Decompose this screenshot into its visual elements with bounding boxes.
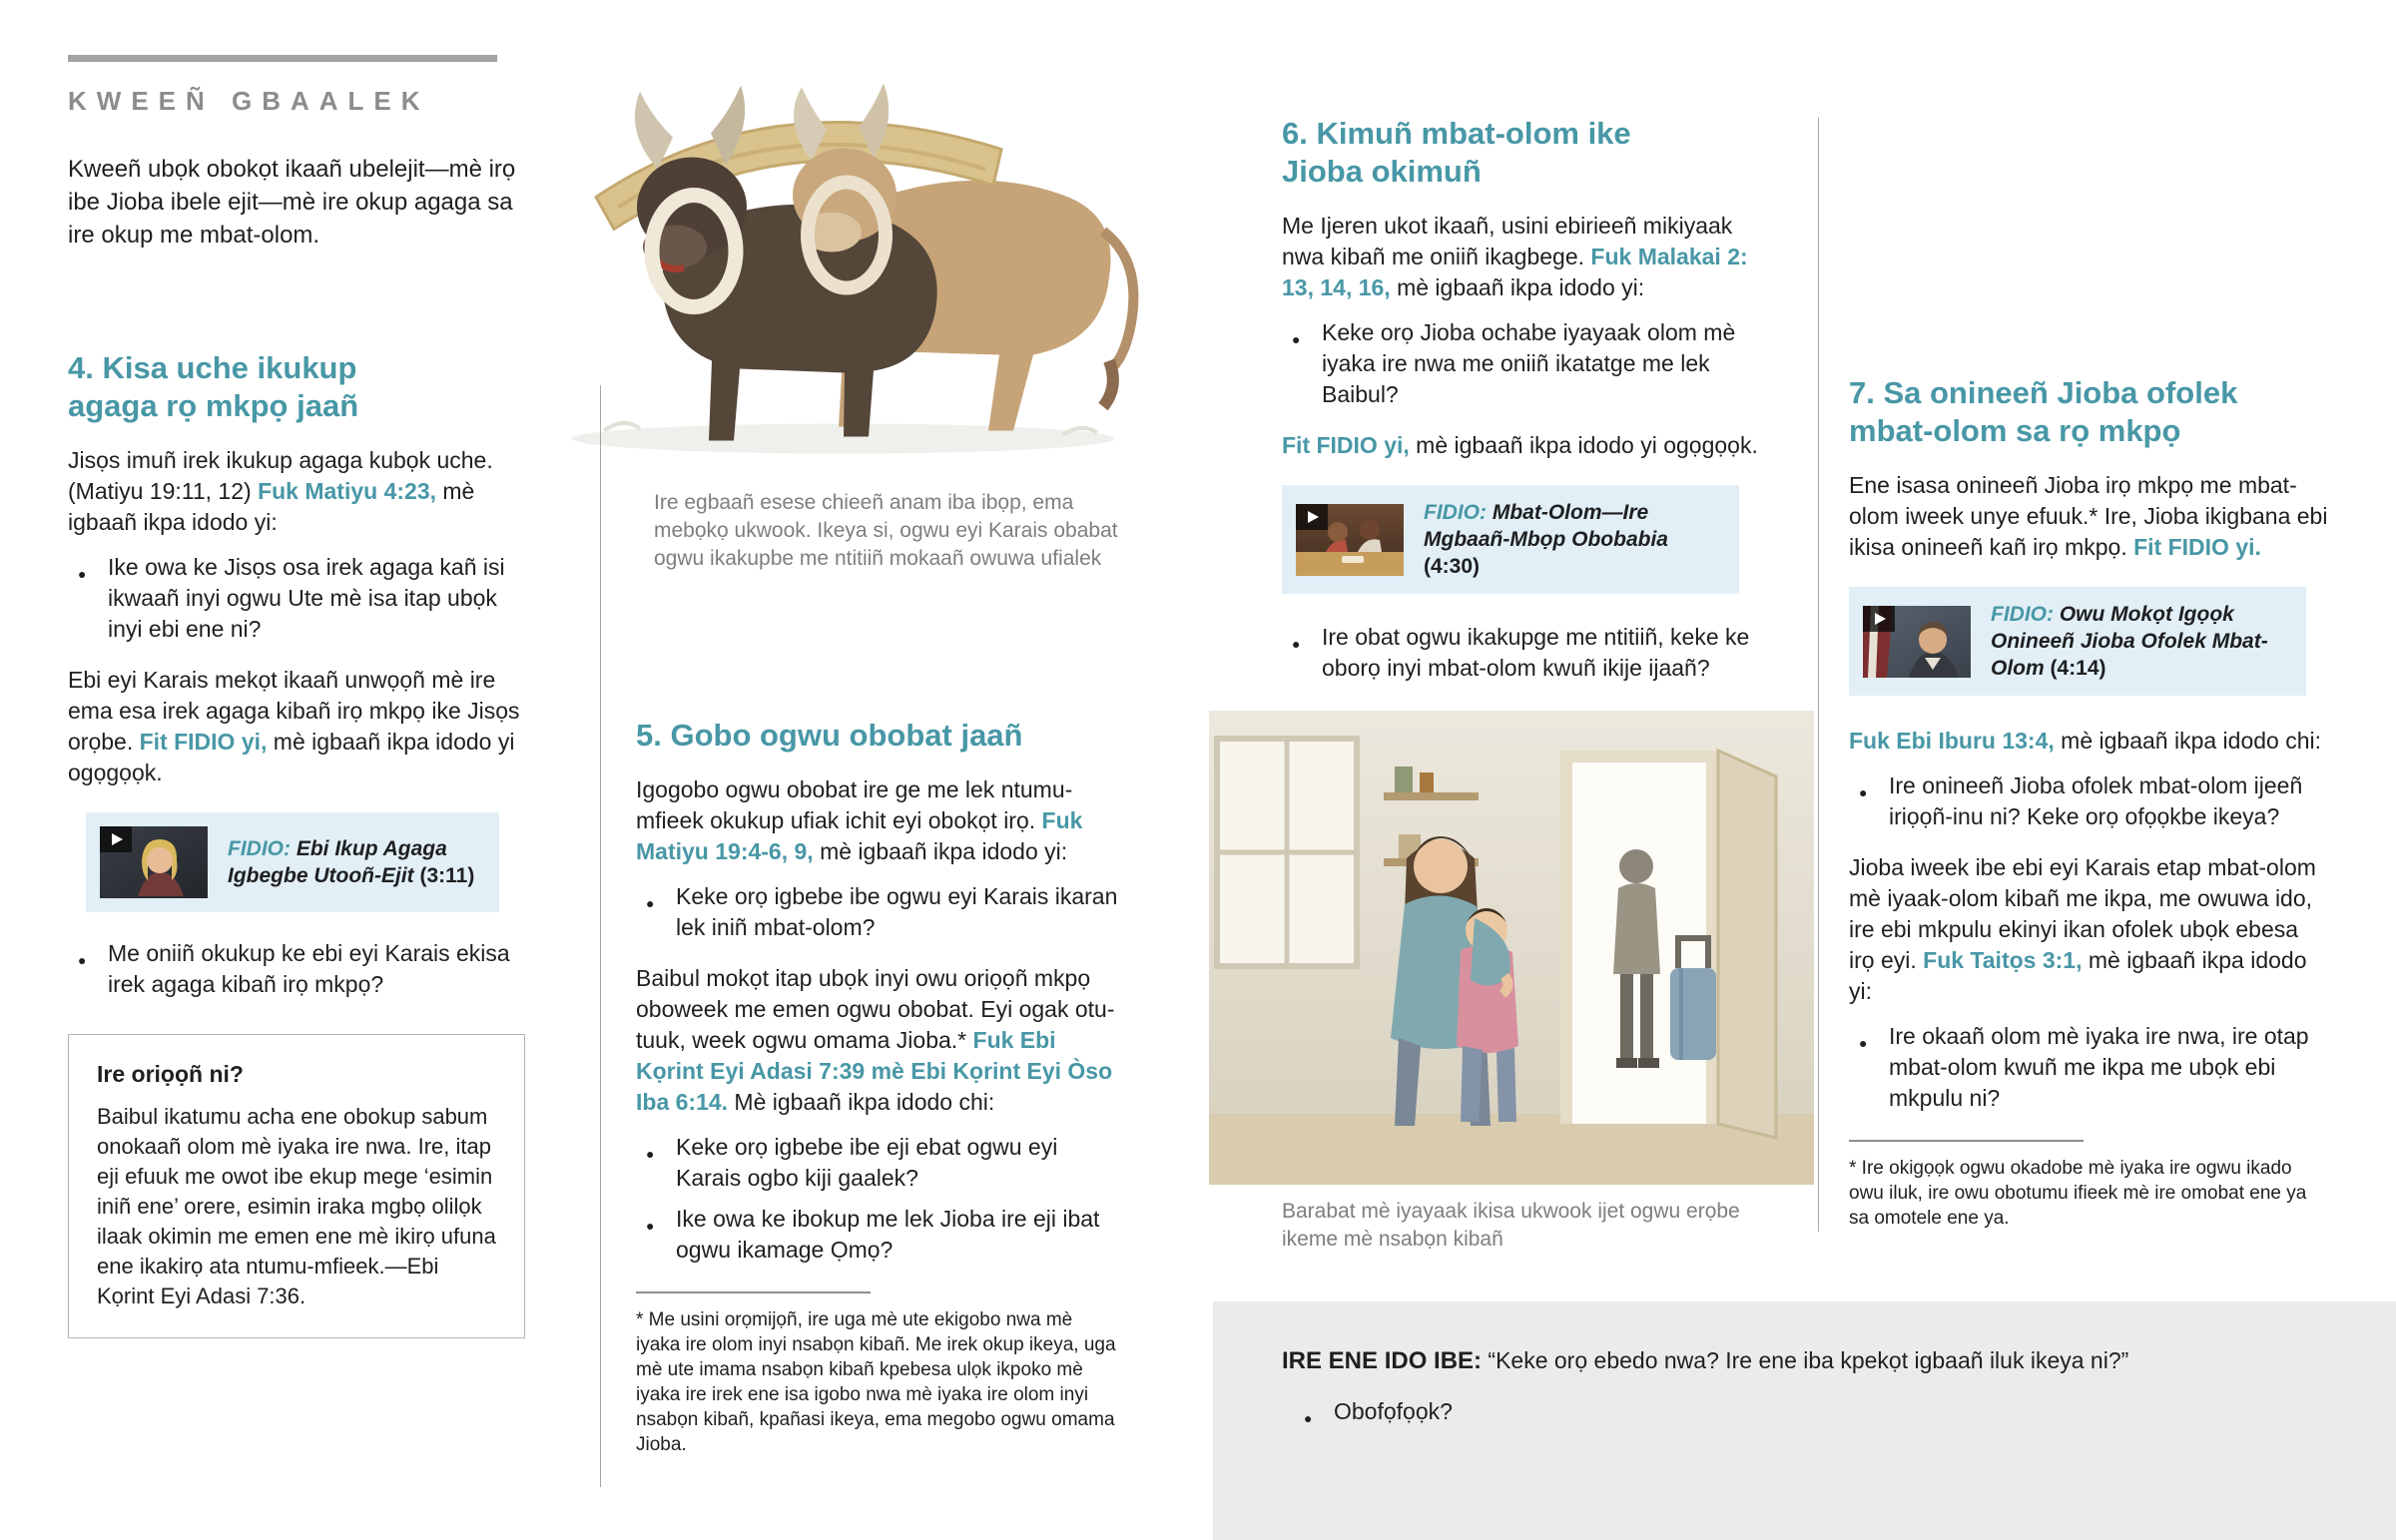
footnote-divider: [1849, 1140, 2084, 1142]
paragraph-text: Igogobo ogwu obobat ire ge me lek ntumu-mfieek okukup ufiak ichit eyi obokọt irọ.: [636, 776, 1073, 833]
play-triangle: [1308, 511, 1319, 523]
section-5-paragraph-1: [636, 774, 1121, 867]
bullet-item: [1282, 622, 1759, 684]
section-6-bullet-list: [1282, 317, 1759, 410]
section-6-bullet-list-2: [1282, 622, 1759, 684]
bullet-text: Ike owa ke Jisọs osa irek agaga kañ isi ikwaañ inyi ogwu Ute mè isa itap ubọk inyi ebi ene ni?: [108, 554, 505, 642]
video-name: Owu Mokọt Igọọk Onineeñ Jioba Ofolek Mbat-Olom: [1991, 603, 2268, 680]
section-5-paragraph-2: [636, 963, 1121, 1118]
paragraph-text: mè igbaañ ikpa idodo chi:: [2054, 728, 2321, 754]
section-7-paragraph-1: [1849, 470, 2328, 563]
video-thumbnail[interactable]: [1863, 606, 1971, 678]
scripture-link-taitos-3-1[interactable]: Fuk Taitọs 3:1,: [1923, 947, 2083, 973]
video-label: FIDIO:: [1424, 501, 1487, 524]
bullet-item: [1849, 770, 2328, 832]
review-panel: [1213, 1301, 2396, 1540]
section-5-bullet-list-2: [636, 1132, 1121, 1266]
video-duration: (4:30): [1424, 555, 1481, 578]
section-7-bullet-list-2: [1849, 1021, 2328, 1114]
video-name: Ebi Ikup Agaga Igbegbe Utooñ-Ejit: [228, 837, 447, 887]
video-box-onineen-jioba[interactable]: [1849, 587, 2306, 696]
video-thumbnail[interactable]: [1296, 504, 1404, 576]
section-6-paragraph-2: [1282, 430, 1759, 461]
section-7-footnote: * Ire okigọọk ogwu okadobe mè iyaka ire ogwu ikado owu iluk, ire owu obotumu ifieek mè ire omobat ene ya sa omotele ene ya.: [1849, 1158, 2307, 1229]
oxen-illustration: [544, 10, 1178, 464]
video-duration: (3:11): [419, 864, 475, 887]
paragraph-text: mè igbaañ ikpa idodo yi ogọgọọk.: [1409, 432, 1758, 458]
section-4-paragraph-2: [68, 665, 525, 788]
play-icon[interactable]: [1296, 504, 1328, 530]
bullet-text: Keke orọ igbebe ibe ogwu eyi Karais ikaran lek iniñ mbat-olom?: [676, 883, 1118, 940]
paragraph-text: mè igbaañ ikpa idodo yi:: [1390, 274, 1645, 300]
section-5-heading: 5. Gobo ogwu obobat jaañ: [636, 718, 1023, 753]
paragraph-text: mè igbaañ ikpa idodo yi:: [1849, 947, 2307, 1004]
video-title: [1424, 499, 1725, 580]
paragraph-text: Ene isasa onineeñ Jioba irọ mkpọ me mbat-olom iweek unye efuuk.* Ire, Jioba ikigbana ebi ikisa onineeñ kañ irọ mkpọ.: [1849, 472, 2328, 560]
video-title: [228, 835, 485, 889]
video-name: Mbat-Olom—Ire Mgbaañ-Mbọp Obobabia: [1424, 501, 1668, 551]
paragraph-text: mè igbaañ ikpa idodo yi:: [68, 478, 475, 535]
review-label: IRE ENE IDO IBE:: [1282, 1347, 1483, 1374]
paragraph-text: Me Ijeren ukot ikaañ, usini ebirieeñ mikiyaak nwa kibañ me oniiñ ikagbege.: [1282, 213, 1733, 269]
footnote-divider: [636, 1291, 871, 1293]
column-divider: [1818, 118, 1819, 1232]
section-5-footnote: * Me usini orọmijọñ, ire uga mè ute ekigobo nwa mè iyaka ire olom inyi nsabọn kibañ. Me irek okup ikeya, uga mè ute imama nsabọn kibañ kpebesa ulọk ikpoko mè iyaka ire irek ene isa igobo nwa mè iyaka ire olom inyi nsabọn kibañ, kpañasi ikeya, ema megobo ogwu omama Jioba.: [636, 1309, 1116, 1455]
play-triangle: [112, 833, 123, 845]
section-6-paragraph-1: [1282, 211, 1759, 303]
bullet-text: Ire obat ogwu ikakupge me ntitiiñ, keke ke oborọ inyi mbat-olom kwuñ ikije ijaañ?: [1322, 624, 1750, 681]
family-separation-illustration: [1209, 711, 1814, 1185]
paragraph-text: Mè igbaañ ikpa idodo chi:: [728, 1089, 995, 1115]
scripture-link-matiyu-19[interactable]: Fuk Matiyu 19:4-6, 9,: [636, 807, 1083, 864]
section-4-paragraph-1: [68, 445, 525, 538]
bullet-text: Obofọfọọk?: [1334, 1398, 1453, 1424]
scripture-link-matiyu-4-23[interactable]: Fuk Matiyu 4:23,: [258, 478, 436, 504]
scripture-link-iburu-13-4[interactable]: Fuk Ebi Iburu 13:4,: [1849, 728, 2055, 754]
review-line: [1282, 1345, 2336, 1376]
section-7-heading: 7. Sa onineeñ Jioba ofolek mbat-olom sa rọ mkpọ: [1849, 375, 2238, 448]
section-6-heading: 6. Kimuñ mbat-olom ike Jioba okimuñ: [1282, 116, 1631, 189]
section-4-bullet-list-2: [68, 938, 525, 1000]
paragraph-text: Jisọs imuñ irek ikukup agaga kubọk uche. (Matiyu 19:11, 12): [68, 447, 493, 504]
play-icon[interactable]: [100, 826, 132, 852]
paragraph-text: Baibul mokọt itap ubọk inyi owu oriọọñ mkpọ oboweek me emen ogwu obobat. Eyi ogak otu-tuuk, week ogwu omama Jioba.*: [636, 965, 1115, 1053]
section-7-paragraph-3: [1849, 852, 2328, 1007]
paragraph-text: Jioba iweek ibe ebi eyi Karais etap mbat-olom mè iyaak-olom kibañ me ikpa, me owuwa ido, ire ebi mkpulu ekinyi ikan ofolek ubọk ebesa irọ eyi.: [1849, 854, 2316, 973]
play-video-link[interactable]: Fit FIDIO yi.: [2133, 534, 2261, 560]
bullet-item: [636, 1204, 1121, 1266]
sidebox-ire-orioon-ni: [68, 1034, 525, 1338]
bullet-text: Keke orọ igbebe ibe eji ebat ogwu eyi Karais ogbo kiji gaalek?: [676, 1134, 1058, 1191]
section-4-bullet-list: [68, 552, 525, 645]
play-triangle: [1875, 613, 1886, 625]
review-bullet-item: [1294, 1396, 2336, 1427]
section-5-bullet-list: [636, 881, 1121, 943]
column-3: [1282, 115, 1759, 694]
bullet-item: [68, 938, 525, 1000]
scripture-link-malakai-2[interactable]: Fuk Malakai 2: 13, 14, 16,: [1282, 244, 1748, 300]
column-4: [1849, 374, 2328, 1231]
review-question: “Keke orọ ebedo nwa? Ire ene iba kpekọt igbaañ iluk ikeya ni?”: [1488, 1347, 2129, 1373]
video-box-mbat-olom[interactable]: [1282, 485, 1739, 594]
video-box-agaga[interactable]: [86, 812, 499, 912]
scripture-link-korint[interactable]: Fuk Ebi Kọrint Eyi Adasi 7:39 mè Ebi Kọrint Eyi Òso Iba 6:14.: [636, 1027, 1113, 1115]
video-title: [1991, 601, 2292, 682]
section-4-heading: 4. Kisa uche ikukup agaga rọ mkpọ jaañ: [68, 350, 359, 423]
bullet-text: Ire onineeñ Jioba ofolek mbat-olom ijeeñ iriọọñ-inu ni? Keke orọ ofọọkbe ikeya?: [1889, 772, 2303, 829]
column-divider: [600, 385, 601, 1487]
bullet-item: [68, 552, 525, 645]
bullet-text: Ire okaañ olom mè iyaka ire nwa, ire otap mbat-olom kwuñ me ikpa me ubọk ebi mkpulu ni?: [1889, 1023, 2309, 1111]
bullet-text: Keke orọ Jioba ochabe iyayaak olom mè iyaka ire nwa me oniiñ ikatatge me lek Baibul?: [1322, 319, 1736, 407]
paragraph-text: mè igbaañ ikpa idodo yi ogọgọọk.: [68, 729, 515, 785]
bullet-text: Me oniiñ okukup ke ebi eyi Karais ekisa irek agaga kibañ irọ mkpọ?: [108, 940, 510, 997]
column-2: [636, 489, 1121, 1457]
kicker-bar: [68, 55, 497, 62]
family-caption: Barabat mè iyayaak ikisa ukwook ijet ogwu erọbe ikeme mè nsabọn kibañ: [1282, 1200, 1740, 1251]
bullet-text: Ike owa ke ibokup me lek Jioba ire eji ibat ogwu ikamage Ọmọ?: [676, 1206, 1100, 1263]
video-thumbnail[interactable]: [100, 826, 208, 898]
paragraph-text: Ebi eyi Karais mekọt ikaañ unwọọñ mè ire ema esa irek agaga kibañ irọ mkpọ ike Jisọs orọbe.: [68, 667, 520, 755]
bullet-item: [636, 881, 1121, 943]
bullet-item: [1282, 317, 1759, 410]
video-label: FIDIO:: [228, 837, 291, 860]
section-7-paragraph-2: [1849, 726, 2328, 757]
sidebox-body: Baibul ikatumu acha ene obokup sabum onokaañ olom mè iyaka ire nwa. Ire, itap eji efuuk me owot ibe ekup mege ‘esimin iniñ ene’ orere, esimin iraka mgbọ olilọk ilaak okimin me emen ene mè ikirọ ufuna ene ikakirọ ata ntumu-mfieek.—Ebi Kọrint Eyi Adasi 7:36.: [97, 1104, 496, 1308]
video-duration: (4:14): [2050, 657, 2106, 680]
lesson-intro: Kweeñ ubọk obokọt ikaañ ubelejit—mè irọ ibe Jioba ibele ejit—mè ire okup agaga sa ire okup me mbat-olom.: [68, 156, 516, 249]
video-label: FIDIO:: [1991, 603, 2054, 626]
section-7-bullet-list: [1849, 770, 2328, 832]
sidebox-title: Ire oriọọñ ni?: [97, 1061, 244, 1087]
bullet-item: [636, 1132, 1121, 1194]
oxen-caption: Ire egbaañ esese chieeñ anam iba ibọp, ema mebọkọ ukwook. Ikeya si, ogwu eyi Karais obabat ogwu ikakupbe me ntitiiñ mokaañ owuwa ufialek: [654, 491, 1118, 570]
paragraph-text: mè igbaañ ikpa idodo yi:: [813, 838, 1068, 864]
lesson-kicker: KWEEÑ GBAALEK: [68, 86, 430, 116]
column-1: [68, 55, 525, 1338]
bullet-item: [1849, 1021, 2328, 1114]
play-video-link[interactable]: Fit FIDIO yi,: [139, 729, 268, 755]
play-video-link[interactable]: Fit FIDIO yi,: [1282, 432, 1410, 458]
play-icon[interactable]: [1863, 606, 1895, 632]
